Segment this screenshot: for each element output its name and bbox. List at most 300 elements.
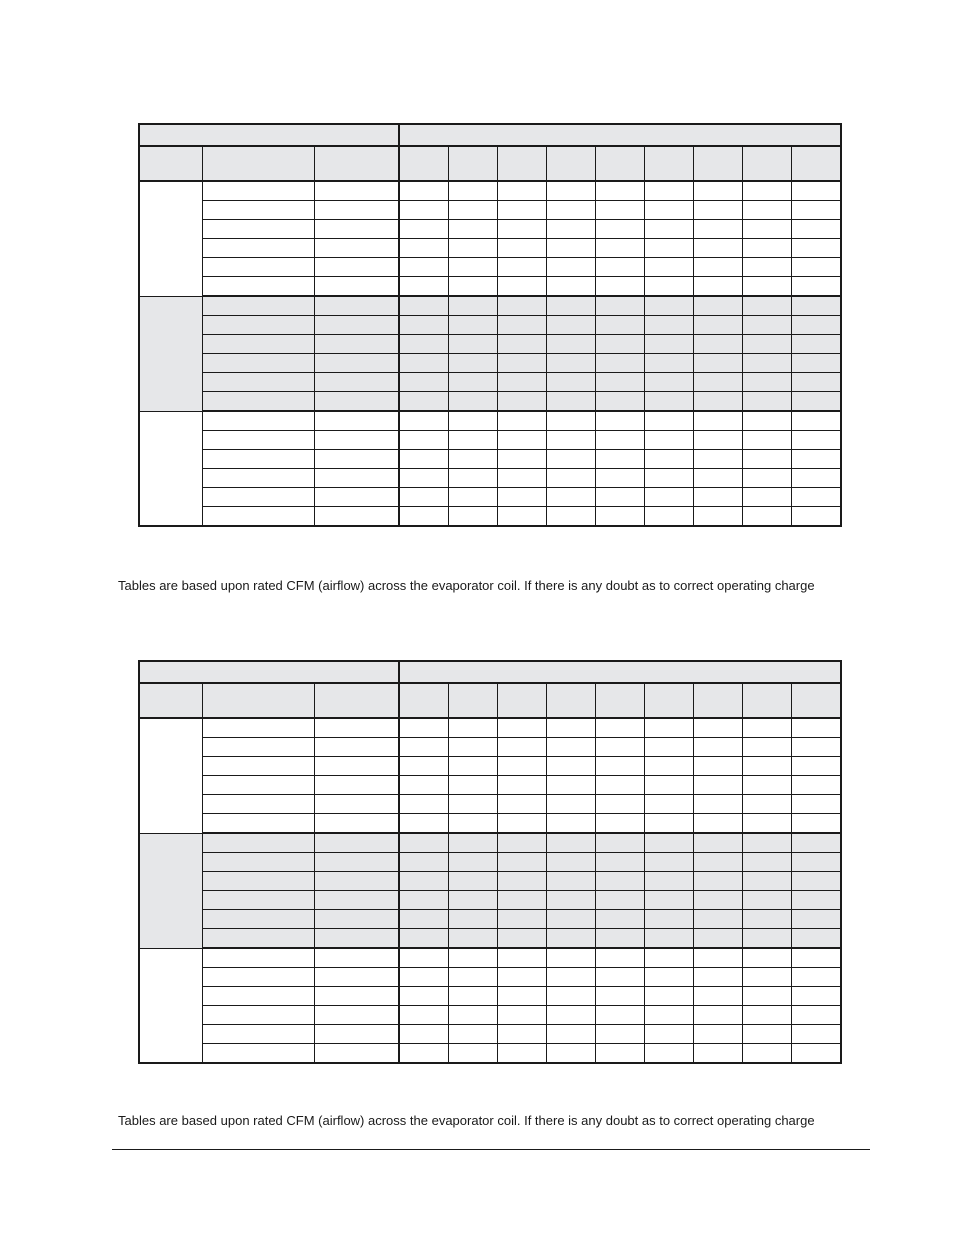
table-cell — [448, 239, 497, 258]
table-cell — [791, 296, 841, 316]
table-cell — [742, 968, 791, 987]
table-cell — [399, 181, 448, 201]
table-cell — [693, 354, 742, 373]
table-row — [139, 1006, 841, 1025]
table-cell — [497, 507, 546, 527]
table-cell — [742, 853, 791, 872]
table-cell — [314, 872, 399, 891]
table-cell — [595, 258, 644, 277]
table-row — [139, 833, 841, 853]
table-cell — [399, 757, 448, 776]
table-cell — [497, 488, 546, 507]
table-cell — [399, 296, 448, 316]
table-cell — [595, 220, 644, 239]
table-cell — [693, 431, 742, 450]
table-cell — [448, 316, 497, 335]
table-row — [139, 488, 841, 507]
table-cell — [595, 1025, 644, 1044]
column-header-cell — [791, 146, 841, 181]
row-group-cell — [139, 948, 202, 1063]
table-cell — [546, 891, 595, 910]
table-cell — [742, 987, 791, 1006]
table-cell — [791, 757, 841, 776]
row-group-cell — [139, 718, 202, 833]
table-cell — [742, 469, 791, 488]
table-cell — [448, 431, 497, 450]
table-cell — [546, 316, 595, 335]
table-row — [139, 431, 841, 450]
table-cell — [742, 488, 791, 507]
table-cell — [693, 929, 742, 949]
table-cell — [399, 220, 448, 239]
table-cell — [742, 757, 791, 776]
column-header-cell — [644, 146, 693, 181]
table-cell — [546, 718, 595, 738]
table-cell — [399, 335, 448, 354]
table-cell — [644, 987, 693, 1006]
table-cell — [791, 910, 841, 929]
column-header-cell — [546, 683, 595, 718]
table-cell — [791, 450, 841, 469]
table-cell — [202, 910, 314, 929]
table-cell — [314, 718, 399, 738]
table-row — [139, 757, 841, 776]
table-cell — [497, 201, 546, 220]
table-cell — [314, 1006, 399, 1025]
table-cell — [693, 392, 742, 412]
table-cell — [742, 201, 791, 220]
table-cell — [448, 181, 497, 201]
table-cell — [202, 718, 314, 738]
column-header-cell — [644, 683, 693, 718]
table-cell — [644, 853, 693, 872]
table-cell — [595, 718, 644, 738]
table-cell — [202, 795, 314, 814]
table-cell — [791, 373, 841, 392]
table-row — [139, 296, 841, 316]
column-header-cell — [139, 683, 202, 718]
table-cell — [595, 469, 644, 488]
table-row — [139, 450, 841, 469]
table-cell — [742, 872, 791, 891]
table-cell — [595, 891, 644, 910]
table-cell — [546, 373, 595, 392]
table-cell — [595, 431, 644, 450]
table-cell — [546, 948, 595, 968]
table-cell — [497, 833, 546, 853]
table-cell — [314, 411, 399, 431]
table-cell — [448, 373, 497, 392]
table-cell — [742, 1025, 791, 1044]
table-cell — [693, 910, 742, 929]
table-row — [139, 411, 841, 431]
table-cell — [644, 1006, 693, 1025]
table-cell — [202, 296, 314, 316]
table-cell — [791, 507, 841, 527]
table-cell — [595, 239, 644, 258]
table-cell — [497, 814, 546, 834]
table-cell — [742, 411, 791, 431]
table-row — [139, 814, 841, 834]
table-cell — [595, 833, 644, 853]
table-cell — [314, 833, 399, 853]
table-cell — [399, 814, 448, 834]
row-group-cell — [139, 833, 202, 948]
table-cell — [693, 776, 742, 795]
table-cell — [644, 814, 693, 834]
table-cell — [742, 1006, 791, 1025]
column-header-cell — [693, 146, 742, 181]
table-cell — [314, 181, 399, 201]
table-cell — [791, 776, 841, 795]
table-cell — [791, 316, 841, 335]
table-cell — [448, 910, 497, 929]
table-cell — [497, 718, 546, 738]
table-row — [139, 948, 841, 968]
table-cell — [693, 795, 742, 814]
table-cell — [448, 929, 497, 949]
table-cell — [202, 220, 314, 239]
table-cell — [644, 181, 693, 201]
table-cell — [448, 757, 497, 776]
table-row — [139, 1044, 841, 1064]
table-cell — [742, 373, 791, 392]
table-cell — [448, 738, 497, 757]
group-header-cell — [139, 661, 399, 683]
table-cell — [314, 891, 399, 910]
table-cell — [448, 296, 497, 316]
table-cell — [399, 392, 448, 412]
table-cell — [448, 872, 497, 891]
table-cell — [742, 507, 791, 527]
table-cell — [546, 392, 595, 412]
table-row — [139, 354, 841, 373]
table-cell — [497, 335, 546, 354]
table-cell — [644, 373, 693, 392]
table-cell — [693, 738, 742, 757]
table-cell — [497, 469, 546, 488]
table-cell — [399, 469, 448, 488]
table-cell — [546, 201, 595, 220]
table-cell — [644, 910, 693, 929]
table-cell — [742, 718, 791, 738]
table-cell — [399, 891, 448, 910]
table-cell — [202, 239, 314, 258]
table-cell — [791, 258, 841, 277]
table-cell — [399, 316, 448, 335]
table-cell — [693, 718, 742, 738]
table-cell — [314, 373, 399, 392]
table-cell — [399, 239, 448, 258]
table-cell — [314, 316, 399, 335]
table-row — [139, 853, 841, 872]
table-cell — [202, 853, 314, 872]
table-cell — [595, 929, 644, 949]
table-cell — [644, 450, 693, 469]
table-cell — [546, 507, 595, 527]
table-cell — [546, 757, 595, 776]
table-cell — [497, 987, 546, 1006]
table-cell — [448, 277, 497, 297]
table-cell — [497, 411, 546, 431]
table-cell — [791, 987, 841, 1006]
table-cell — [742, 392, 791, 412]
table-cell — [546, 181, 595, 201]
table-cell — [497, 1025, 546, 1044]
table-cell — [791, 1006, 841, 1025]
table-cell — [742, 335, 791, 354]
table-cell — [448, 354, 497, 373]
table-row — [139, 239, 841, 258]
table-cell — [497, 392, 546, 412]
table-cell — [314, 948, 399, 968]
table-cell — [448, 891, 497, 910]
table-cell — [791, 220, 841, 239]
table-cell — [546, 795, 595, 814]
table-cell — [399, 450, 448, 469]
table-cell — [595, 450, 644, 469]
table-cell — [202, 373, 314, 392]
table-cell — [202, 181, 314, 201]
table-group-header-row — [139, 124, 841, 146]
table-cell — [546, 469, 595, 488]
table-cell — [314, 738, 399, 757]
table-cell — [791, 431, 841, 450]
column-header-cell — [595, 146, 644, 181]
table-cell — [595, 757, 644, 776]
table-header-row — [139, 683, 841, 718]
table-cell — [791, 929, 841, 949]
table-cell — [791, 833, 841, 853]
table-row — [139, 872, 841, 891]
table-cell — [314, 757, 399, 776]
table-cell — [644, 277, 693, 297]
table-cell — [595, 316, 644, 335]
table-cell — [742, 354, 791, 373]
table-row — [139, 987, 841, 1006]
table-cell — [497, 738, 546, 757]
table-cell — [202, 929, 314, 949]
group-header-cell — [399, 661, 841, 683]
table-cell — [693, 1025, 742, 1044]
table-cell — [791, 795, 841, 814]
table-cell — [399, 258, 448, 277]
table-cell — [314, 354, 399, 373]
table-cell — [546, 277, 595, 297]
table-2-note: Tables are based upon rated CFM (airflow) across the evaporator coil. If there is any doubt as to correct operating charge — [118, 1113, 815, 1128]
table-cell — [546, 738, 595, 757]
table-cell — [314, 277, 399, 297]
table-cell — [497, 258, 546, 277]
table-cell — [202, 814, 314, 834]
row-group-cell — [139, 296, 202, 411]
column-header-cell — [202, 146, 314, 181]
table-cell — [693, 316, 742, 335]
table-cell — [399, 488, 448, 507]
table-cell — [595, 507, 644, 527]
table-cell — [791, 411, 841, 431]
table-cell — [595, 277, 644, 297]
table-cell — [742, 795, 791, 814]
table-cell — [448, 488, 497, 507]
table-cell — [742, 814, 791, 834]
table-cell — [693, 987, 742, 1006]
table-cell — [202, 354, 314, 373]
table-row — [139, 738, 841, 757]
table-cell — [314, 1025, 399, 1044]
table-cell — [595, 1044, 644, 1064]
table-cell — [546, 853, 595, 872]
table-cell — [742, 891, 791, 910]
table-cell — [546, 833, 595, 853]
table-cell — [595, 910, 644, 929]
row-group-cell — [139, 411, 202, 526]
table-cell — [202, 757, 314, 776]
table-cell — [791, 181, 841, 201]
table-cell — [448, 469, 497, 488]
table-cell — [497, 948, 546, 968]
table-row — [139, 201, 841, 220]
table-cell — [644, 757, 693, 776]
table-cell — [644, 891, 693, 910]
table-cell — [693, 258, 742, 277]
table-cell — [742, 833, 791, 853]
table-cell — [644, 411, 693, 431]
table-cell — [497, 872, 546, 891]
table-cell — [202, 1025, 314, 1044]
table-cell — [693, 373, 742, 392]
table-cell — [497, 795, 546, 814]
table-cell — [546, 296, 595, 316]
table-1-note: Tables are based upon rated CFM (airflow) across the evaporator coil. If there is any doubt as to correct operating charge — [118, 578, 815, 593]
table-cell — [791, 201, 841, 220]
table-cell — [448, 948, 497, 968]
table-cell — [399, 373, 448, 392]
table-row — [139, 910, 841, 929]
table-cell — [314, 335, 399, 354]
column-header-cell — [497, 146, 546, 181]
table-cell — [399, 738, 448, 757]
table-cell — [693, 891, 742, 910]
table-cell — [497, 929, 546, 949]
table-cell — [644, 872, 693, 891]
table-cell — [202, 469, 314, 488]
table-header-row — [139, 146, 841, 181]
column-header-cell — [399, 146, 448, 181]
table-cell — [644, 1025, 693, 1044]
table-cell — [742, 1044, 791, 1064]
table-cell — [693, 853, 742, 872]
table-cell — [693, 1044, 742, 1064]
table-cell — [644, 469, 693, 488]
table-cell — [791, 277, 841, 297]
table-cell — [314, 258, 399, 277]
table-cell — [202, 201, 314, 220]
table-cell — [693, 450, 742, 469]
table-cell — [595, 872, 644, 891]
table-cell — [644, 948, 693, 968]
table-cell — [399, 1025, 448, 1044]
table-cell — [202, 450, 314, 469]
table-cell — [497, 853, 546, 872]
table-row — [139, 507, 841, 527]
column-header-cell — [595, 683, 644, 718]
table-cell — [202, 335, 314, 354]
table-cell — [314, 392, 399, 412]
table-row — [139, 795, 841, 814]
column-header-cell — [546, 146, 595, 181]
table-cell — [546, 450, 595, 469]
table-cell — [399, 277, 448, 297]
table-cell — [595, 814, 644, 834]
table-cell — [742, 220, 791, 239]
table-cell — [644, 431, 693, 450]
table-cell — [399, 929, 448, 949]
table-cell — [791, 738, 841, 757]
table-cell — [644, 718, 693, 738]
table-cell — [791, 853, 841, 872]
table-cell — [595, 373, 644, 392]
table-row — [139, 469, 841, 488]
table-cell — [448, 1025, 497, 1044]
table-cell — [314, 239, 399, 258]
table-cell — [399, 987, 448, 1006]
table-cell — [497, 450, 546, 469]
table-cell — [546, 258, 595, 277]
table-cell — [497, 373, 546, 392]
table-cell — [399, 948, 448, 968]
table-cell — [693, 201, 742, 220]
table-cell — [546, 910, 595, 929]
table-row — [139, 335, 841, 354]
column-header-cell — [448, 146, 497, 181]
table-cell — [546, 1006, 595, 1025]
table-cell — [314, 296, 399, 316]
table-cell — [448, 718, 497, 738]
table-cell — [644, 296, 693, 316]
table-cell — [644, 392, 693, 412]
table-cell — [595, 795, 644, 814]
column-header-cell — [448, 683, 497, 718]
table-cell — [693, 872, 742, 891]
table-cell — [448, 450, 497, 469]
table-cell — [497, 296, 546, 316]
table-cell — [448, 392, 497, 412]
table-cell — [644, 833, 693, 853]
table-row — [139, 220, 841, 239]
table-cell — [448, 833, 497, 853]
table-cell — [448, 507, 497, 527]
table-cell — [644, 968, 693, 987]
table-cell — [791, 948, 841, 968]
table-cell — [314, 910, 399, 929]
table-cell — [314, 220, 399, 239]
table-row — [139, 718, 841, 738]
table-cell — [595, 738, 644, 757]
table-cell — [314, 469, 399, 488]
table-cell — [693, 277, 742, 297]
table-cell — [595, 1006, 644, 1025]
table-cell — [448, 335, 497, 354]
table-cell — [202, 431, 314, 450]
table-cell — [399, 853, 448, 872]
table-cell — [202, 316, 314, 335]
footer-rule — [112, 1149, 870, 1150]
table-cell — [693, 833, 742, 853]
table-cell — [791, 335, 841, 354]
table-cell — [314, 488, 399, 507]
table-cell — [399, 354, 448, 373]
